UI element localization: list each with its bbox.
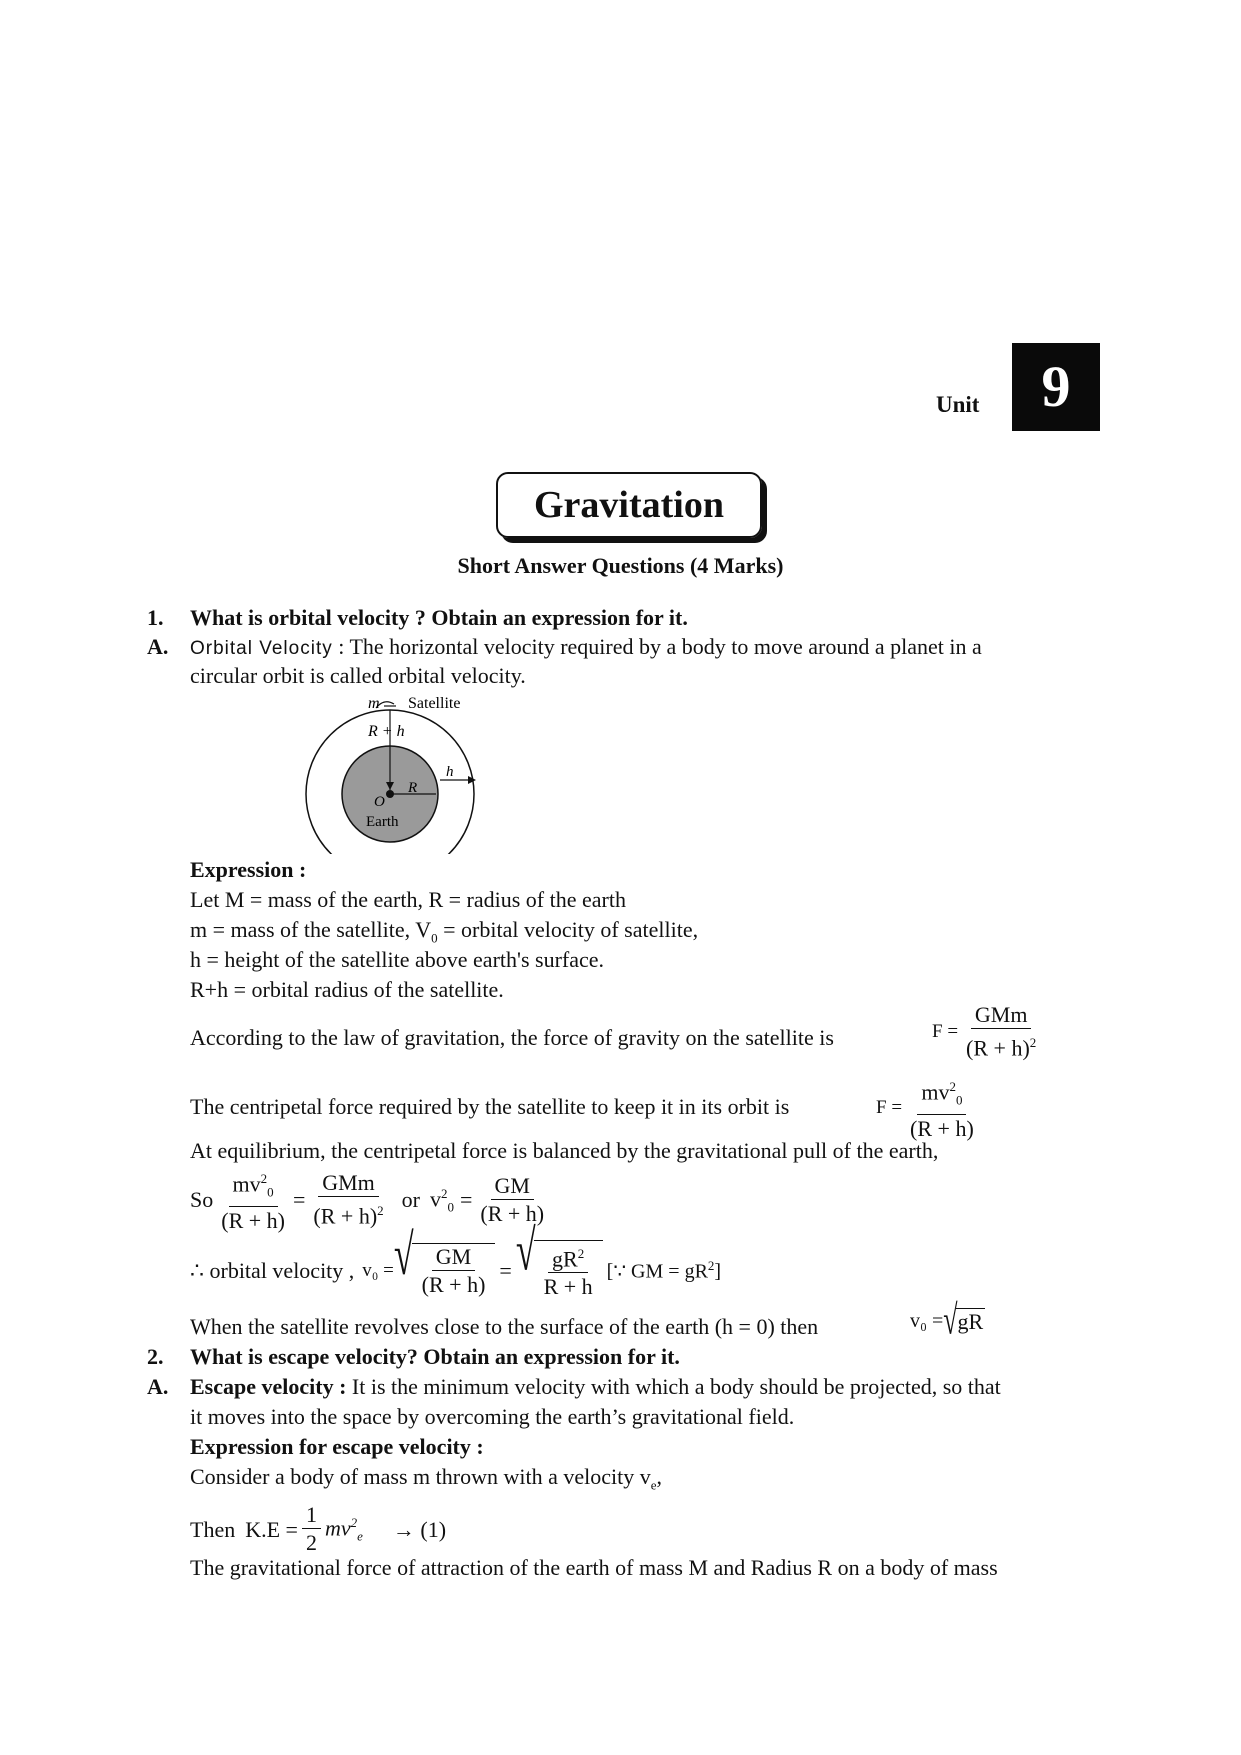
q1-line-1: Let M = mass of the earth, R = radius of the earth (190, 887, 626, 912)
q2-definition-line1: Escape velocity : It is the minimum velocity with which a body should be projected, so that (190, 1374, 1001, 1399)
earth-label: Earth (366, 814, 399, 830)
kinetic-energy-formula: Then K.E = $\frac{1}{2}$ $mv^2_e$ → (1) (190, 1502, 447, 1555)
close-orbit-text: When the satellite revolves close to the surface of the earth (h = 0) then (190, 1314, 819, 1339)
centripetal-force-formula: F = $\frac{mv^2_0}{(R + h)}$ (876, 1074, 982, 1143)
q1-definition-line1: Orbital Velocity : The horizontal velocity required by a body to move around a planet in a (190, 634, 982, 659)
unit-number-badge: 9 (1012, 343, 1100, 431)
center-label: O (374, 794, 385, 810)
height-label: h (446, 764, 454, 780)
q2-term: Escape velocity : (190, 1374, 347, 1399)
close-orbit-formula: v₀ = √ gR (910, 1296, 984, 1344)
q1-answer-marker: A. (147, 634, 169, 659)
unit-label: Unit (936, 392, 980, 417)
radius-label: R (408, 780, 418, 796)
gravity-force-formula: F = $\frac{\text{GMm}}{(R + h)^2}$ (932, 1002, 1037, 1061)
satellite-label: Satellite (408, 695, 461, 712)
centripetal-force-text: The centripetal force required by the satellite to keep it in its orbit is (190, 1094, 790, 1119)
q1-line-2: m = mass of the satellite, $V_0$ = orbital velocity of satellite, (190, 917, 699, 946)
rh-label: R + h (368, 723, 405, 740)
q1-line-4: R+h = orbital radius of the satellite. (190, 977, 504, 1002)
equilibrium-equation: So $\frac{mv^2_0}{(R + h)}$ = $\frac{\text{GMm}}{(R + h)^2}$ or $v^2_0$ = $\frac{GM}{(R + h)}$ (190, 1166, 552, 1235)
q1-question: What is orbital velocity ? Obtain an expression for it. (190, 605, 688, 630)
section-subtitle: Short Answer Questions (4 Marks) (457, 553, 784, 578)
orbit-diagram (300, 694, 500, 854)
mass-label: m (368, 695, 380, 712)
q1-definition-line2: circular orbit is called orbital velocity. (190, 663, 526, 688)
law-of-gravitation-text: According to the law of gravitation, the force of gravity on the satellite is (190, 1025, 834, 1050)
q2-number: 2. (147, 1344, 164, 1369)
equilibrium-text: At equilibrium, the centripetal force is balanced by the gravitational pull of the earth, (190, 1138, 939, 1163)
q1-line-3: h = height of the satellite above earth's surface. (190, 947, 605, 972)
q2-definition-line2: it moves into the space by overcoming the earth’s gravitational field. (190, 1404, 795, 1429)
chapter-title: Gravitation (496, 472, 762, 538)
orbital-velocity-formula: ∴ orbital velocity , v₀ = √ $\frac{GM}{(R + h)}$ = √ $\frac{gR^2}{R + h}$ [∵ GM = $gR^2$] (190, 1218, 722, 1300)
q2-expression-heading: Expression for escape velocity : (190, 1434, 484, 1459)
q1-term: Orbital Velocity (190, 638, 333, 659)
q2-answer-marker: A. (147, 1374, 169, 1399)
q2-consider-line: Consider a body of mass m thrown with a velocity $v_e$, (190, 1464, 662, 1493)
q2-question: What is escape velocity? Obtain an expression for it. (190, 1344, 680, 1369)
q1-expression-heading: Expression : (190, 857, 307, 882)
q2-last-line: The gravitational force of attraction of the earth of mass M and Radius R on a body of mass (190, 1555, 998, 1580)
q1-number: 1. (147, 605, 164, 630)
